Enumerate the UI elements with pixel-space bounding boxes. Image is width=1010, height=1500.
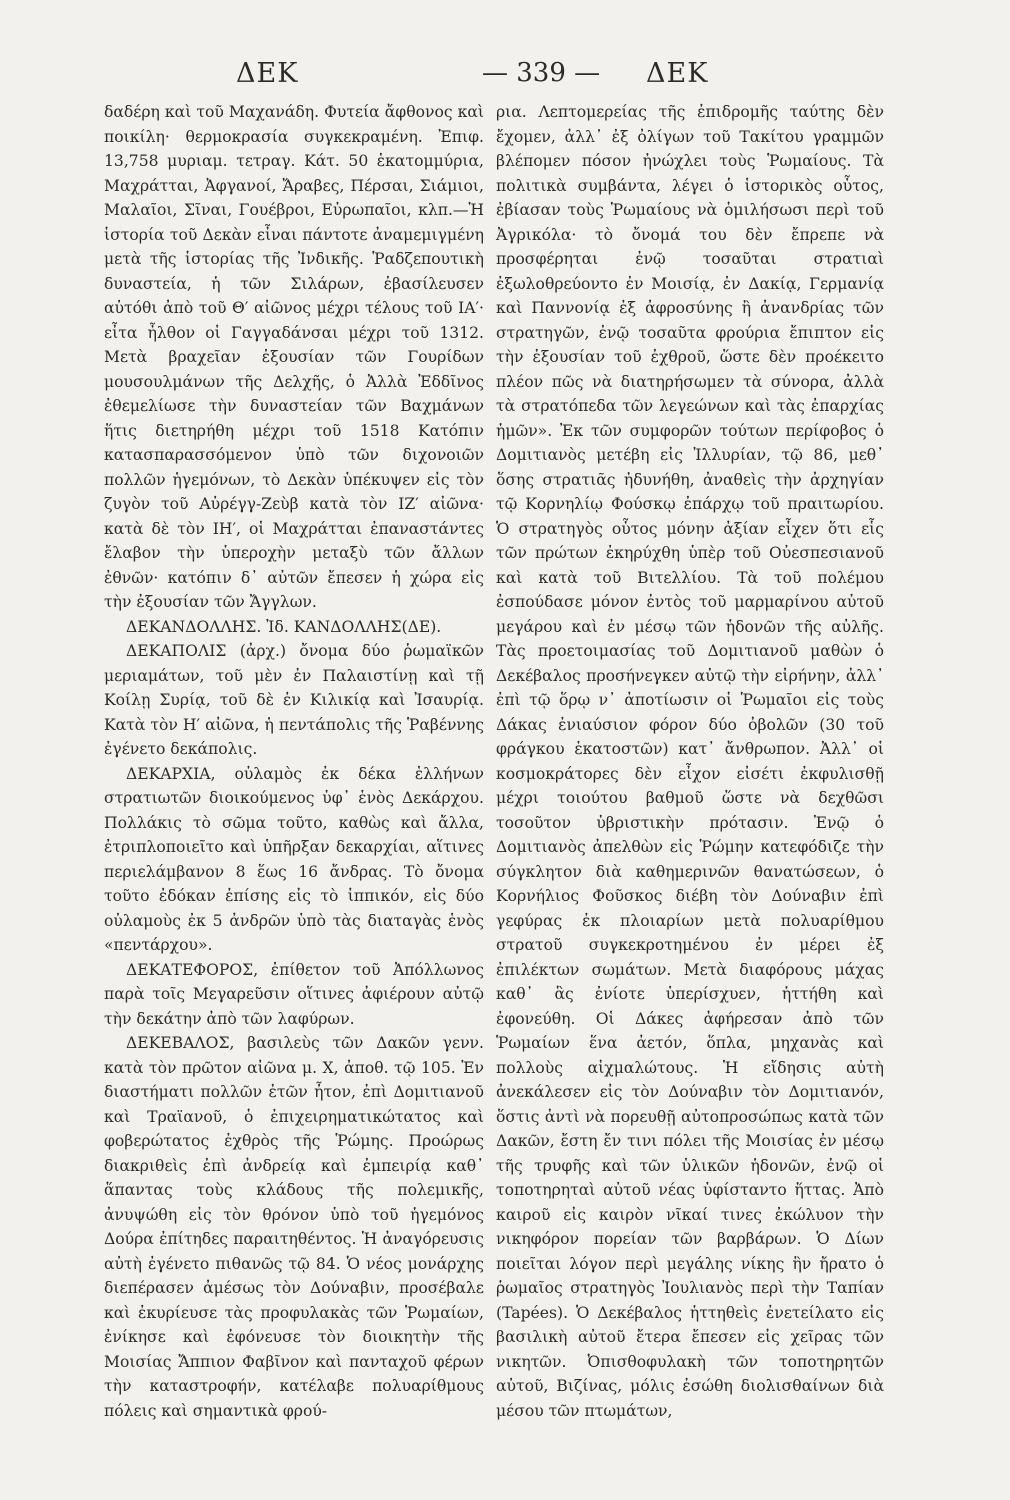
page-number: — 339 —: [482, 58, 601, 88]
header-right-guideword: ΔΕΚ: [646, 58, 709, 89]
header-left-guideword: ΔΕΚ: [236, 58, 299, 89]
right-column: [496, 100, 884, 1423]
running-header: [70, 58, 950, 98]
entry-dekarchia: ΔΕΚΑΡΧΙΑ, οὐλαμὸς ἐκ δέκα ἑλλήνων στρατιωτῶν διοικούμενος ὑφ᾽ ἑνὸς Δεκάρχου. Πολλάκις τὸ σῶμα τοῦτο, καθὼς καὶ ἄλλα, ἐτριπλοποιεῖτο καὶ ὑπῆρξαν δεκαρχίαι, αἵτινες περιελάμβανον 8 ἕως 16 ἄνδρας. Τὸ ὄνομα τοῦτο ἐδόκαν ἐπίσης εἰς τὸ ἱππικόν, εἰς δύο οὐλαμοὺς ἐκ 5 ἀνδρῶν ὑπὸ τὰς διαταγὰς ἑνὸς «πεντάρχου».: [104, 764, 484, 954]
entry-dekevalos: ΔΕΚΕΒΑΛΟΣ, βασιλεὺς τῶν Δακῶν γενν. κατὰ τὸν πρῶτον αἰῶνα μ. Χ, ἀποθ. τῷ 105. Ἐν διαστήματι πολλῶν ἐτῶν ἦτον, ἐπὶ Δομιτιανοῦ καὶ Τραϊανοῦ, ὁ ἐπιχειρηματικώτατος καὶ φοβερώτατος ἐχθρὸς τῆς Ῥώμης. Προώρως διακριθεὶς ἐπὶ ἀνδρείᾳ καὶ ἐμπειρίᾳ καθ᾽ ἅπαντας τοὺς κλάδους τῆς πολεμικῆς, ἀνυψώθη εἰς τὸν θρόνον ὑπὸ τοῦ ἡγεμόνος Δούρα ἐπίτηδες παραιτηθέντος. Ἡ ἀναγόρευσις αὐτὴ ἐγένετο πιθανῶς τῷ 84. Ὁ νέος μονάρχης διεπέρασεν ἀμέσως τὸν Δούναβιν, προσέβαλε καὶ ἐκυρίευσε τὰς προφυλακὰς τῶν Ῥωμαίων, ἐνίκησε καὶ ἐφόνευσε τὸν διοικητὴν τῆς Μοισίας Ἄππιον Φαβῖνον καὶ πανταχοῦ φέρων τὴν καταστροφήν, κατέλαβε πολυαρίθμους πόλεις καὶ σημαντικὰ φρού-: [104, 1034, 484, 1420]
left-column: [104, 100, 484, 1423]
paragraph-continuation-right: ρια. Λεπτομερείας τῆς ἐπιδρομῆς ταύτης δὲν ἔχομεν, ἀλλ᾽ ἐξ ὀλίγων τοῦ Τακίτου γραμμῶν βλέπομεν πόσον ἠνώχλει τοὺς Ῥωμαίους. Τὰ πολιτικὰ συμβάντα, λέγει ὁ ἱστορικὸς οὗτος, ἐβίασαν τοὺς Ῥωμαίους νὰ ὁμιλήσωσι περὶ τοῦ Ἀγρικόλα· τὸ ὄνομά του δὲν ἔπρεπε νὰ προσφέρηται ἐνῷ τοσαῦται στρατιαὶ ἐξωλοθρεύοντο ἐν Μοισίᾳ, ἐν Δακίᾳ, Γερμανίᾳ καὶ Παννονίᾳ ἐξ ἀφροσύνης ἢ ἀνανδρίας τῶν στρατηγῶν, ἐνῷ τοσαῦτα φρούρια ἔπιπτον εἰς τὴν ἐξουσίαν τοῦ ἐχθροῦ, ὥστε δὲν προέκειτο πλέον πῶς νὰ διατηρήσωμεν τὰ σύνορα, ἀλλὰ τὰ στρατόπεδα τῶν λεγεώνων καὶ τὰς ἐπαρχίας ἡμῶν». Ἐκ τῶν συμφορῶν τούτων περίφοβος ὁ Δομιτιανὸς μετέβη εἰς Ἰλλυρίαν, τῷ 86, μεθ᾽ ὅσης στρατιᾶς ἠδυνήθη, ἀναθεὶς τὴν ἀρχηγίαν τῷ Κορνηλίῳ Φούσκῳ ἐπάρχῳ τοῦ πραιτωρίου. Ὁ στρατηγὸς οὗτος μόνην ἀξίαν εἶχεν ὅτι εἷς τῶν πρώτων ἐκηρύχθη ὑπὲρ τοῦ Οὐεσπεσιανοῦ καὶ κατὰ τοῦ Βιτελλίου. Τὰ τοῦ πολέμου ἐσπούδασε μόνον ἐντὸς τοῦ μαρμαρίνου αὐτοῦ μεγάρου καὶ ἐν μέσῳ τῶν ἡδονῶν τῆς αὐλῆς. Τὰς προετοιμασίας τοῦ Δομιτιανοῦ μαθὼν ὁ Δεκέβαλος προσήνεγκεν αὐτῷ τὴν εἰρήνην, ἀλλ᾽ ἐπὶ τῷ ὅρῳ ν᾽ ἀποτίωσιν οἱ Ῥωμαῖοι εἰς τοὺς Δάκας ἐνιαύσιον φόρον δύο ὀβολῶν (30 τοῦ φράγκου ἑκατοστῶν) κατ᾽ ἄνθρωπον. Ἀλλ᾽ οἱ κοσμοκράτορες δὲν εἶχον εἰσέτι ἐκφυλισθῇ μέχρι τοιούτου βαθμοῦ ὥστε νὰ δεχθῶσι τοσοῦτον ὑβριστικὴν πρότασιν. Ἐνῷ ὁ Δομιτιανὸς ἀπελθὼν εἰς Ῥώμην κατεφόδιζε τὴν σύγκλητον διὰ καθημερινῶν θανατώσεων, ὁ Κορνήλιος Φοῦσκος διέβη τὸν Δούναβιν ἐπὶ γεφύρας ἐκ πλοιαρίων μετὰ πολυαρίθμου στρατοῦ συγκεκροτημένου ἐν μέρει ἐξ ἐπιλέκτων σωμάτων. Μετὰ διαφόρους μάχας καθ᾽ ἃς ἐνίοτε ὑπερίσχυεν, ἡττήθη καὶ ἐφονεύθη. Οἱ Δάκες ἀφήρεσαν ἀπὸ τῶν Ῥωμαίων ἕνα ἀετόν, ὅπλα, μηχανὰς καὶ πολλοὺς αἰχμαλώτους. Ἡ εἴδησις αὐτὴ ἀνεκάλεσεν εἰς τὸν Δούναβιν τὸν Δομιτιανόν, ὅστις ἀντὶ νὰ πορευθῇ αὐτοπροσώπως κατὰ τῶν Δακῶν, ἔστη ἔν τινι πόλει τῆς Μοισίας ἐν μέσῳ τῆς τρυφῆς καὶ τῶν ὑλικῶν ἡδονῶν, ἐνῷ οἱ τοποτηρηταὶ αὐτοῦ νέας ὑφίσταντο ἥττας. Ἀπὸ καιροῦ εἰς καιρὸν νῖκαί τινες ἐκώλυον τὴν νικηφόρον πορείαν τῶν βαρβάρων. Ὁ Δίων ποιεῖται λόγον περὶ μεγάλης νίκης ἣν ἤρατο ὁ ῥωμαῖος στρατηγὸς Ἰουλιανὸς περὶ τὴν Ταπίαν (Tapées). Ὁ Δεκέβαλος ἡττηθεὶς ἐνετείλατο εἰς βασιλικὴ αὐτοῦ ἔτερα ἔπεσεν εἰς χεῖρας τῶν νικητῶν. Ὀπισθοφυλακὴ τῶν τοποτηρητῶν αὐτοῦ, Βιζίνας, μόλις ἐσώθη διολισθαίνων διὰ μέσου τῶν πτωμάτων,: [496, 103, 884, 1420]
entry-dekapolis: ΔΕΚΑΠΟΛΙΣ (ἀρχ.) ὄνομα δύο ῥωμαϊκῶν μεριαμάτων, τοῦ μὲν ἐν Παλαιστίνῃ καὶ τῇ Κοίλῃ Συρίᾳ, τοῦ δὲ ἐν Κιλικίᾳ καὶ Ἰσαυρίᾳ. Κατὰ τὸν Η′ αἰῶνα, ἡ πεντάπολις τῆς Ῥαβέννης ἐγένετο δεκάπολις.: [104, 642, 484, 758]
paragraph-continuation: δαδέρη καὶ τοῦ Μαχανάδη. Φυτεία ἄφθονος καὶ ποικίλη· θερμοκρασία συγκεκραμένη. Ἐπιφ. 13,758 μυριαμ. τετραγ. Κάτ. 50 ἑκατομμύρια, Μαχράτται, Ἀφγανοί, Ἄραβες, Πέρσαι, Σιάμιοι, Μαλαῖοι, Σῖναι, Γουέβροι, Εὐρωπαῖοι, κλπ.—Ἡ ἱστορία τοῦ Δεκὰν εἶναι πάντοτε ἀναμεμιγμένη μετὰ τῆς ἱστορίας τῆς Ἰνδικῆς. Ῥαδζεπουτικὴ δυναστεία, ἡ τῶν Σιλάρων, ἐβασίλευσεν αὐτόθι ἀπὸ τοῦ Θ′ αἰῶνος μέχρι τέλους τοῦ ΙΑ′· εἶτα ἦλθον οἱ Γαγγαδάνσαι μέχρι τοῦ 1312. Μετὰ βραχεῖαν ἐξουσίαν τῶν Γουρίδων μουσουλμάνων τῆς Δελχῆς, ὁ Ἀλλὰ Ἐδδῖνος ἐθεμελίωσε τὴν δυναστείαν τῶν Βαχμάνων ἥτις διετηρήθη μέχρι τοῦ 1518 Κατόπιν κατασπαρασσόμενον ὑπὸ τῶν διχονοιῶν πολλῶν ἡγεμόνων, τὸ Δεκὰν ὑπέκυψεν εἰς τὸν ζυγὸν τοῦ Αὐρέγγ-Ζεὺβ κατὰ τὸν ΙΖ′ αἰῶνα· κατὰ δὲ τὸν ΙΗ′, οἱ Μαχράτται ἐπαναστάντες ἔλαβον τὴν ὑπεροχὴν μεταξὺ τῶν ἄλλων ἐθνῶν· κατόπιν δ᾽ αὐτῶν ἔπεσεν ἡ χώρα εἰς τὴν ἐξουσίαν τῶν Ἄγγλων.: [104, 103, 484, 611]
entry-dekandollis: ΔΕΚΑΝΔΟΛΛΗΣ. Ἰδ. ΚΑΝΔΟΛΛΗΣ(ΔΕ).: [126, 617, 442, 636]
entry-dekateforos: ΔΕΚΑΤΕΦΟΡΟΣ, ἐπίθετον τοῦ Ἀπόλλωνος παρὰ τοῖς Μεγαρεῦσιν οἵτινες ἀφιέρουν αὐτῷ τὴν δεκάτην ἀπὸ τῶν λαφύρων.: [104, 960, 484, 1028]
